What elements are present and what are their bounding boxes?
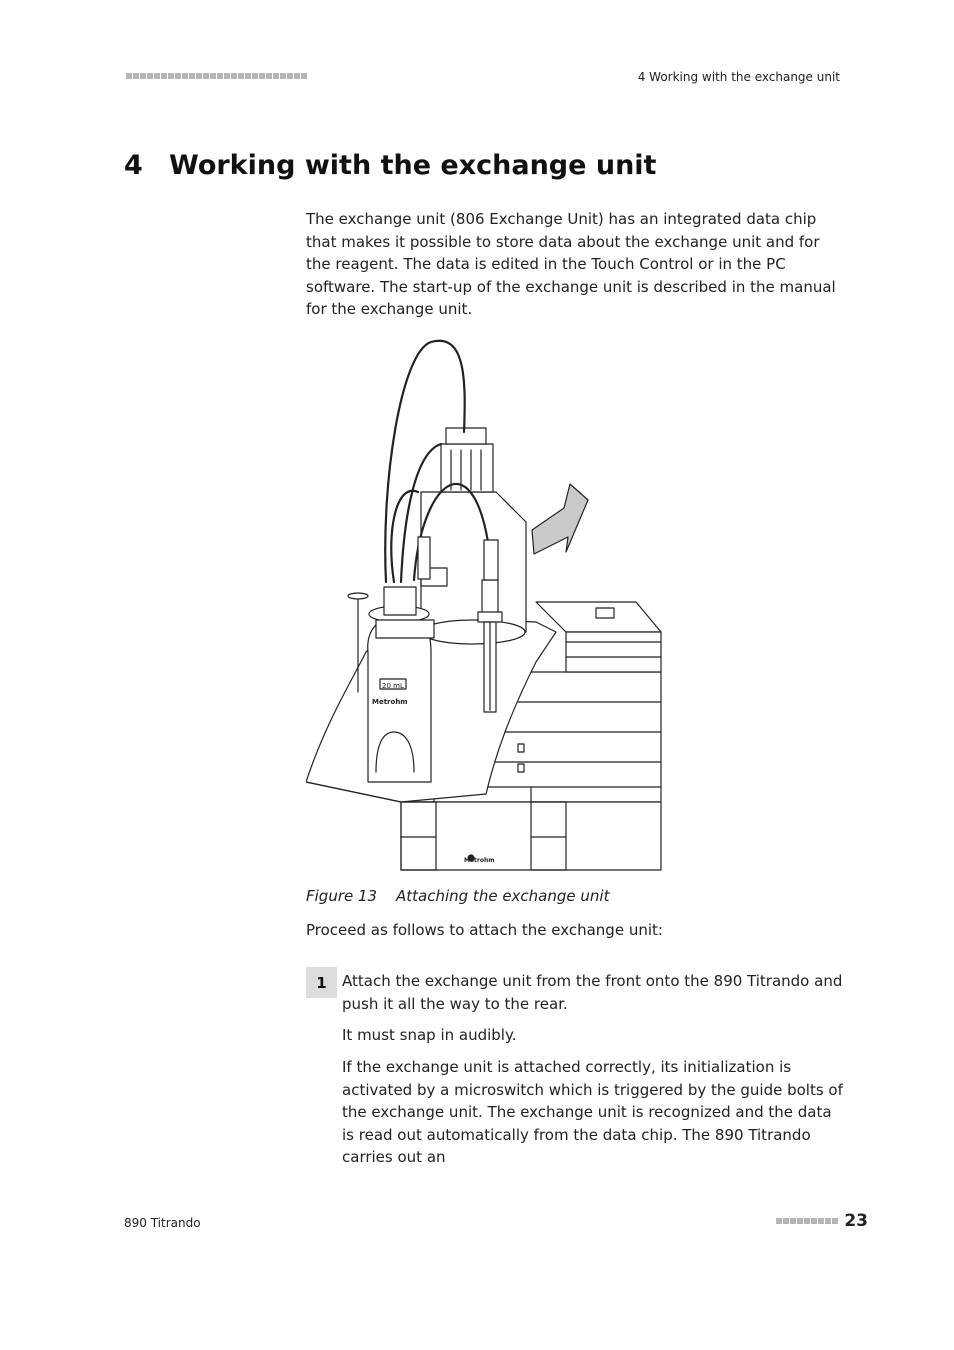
footer-page <box>776 1211 868 1231</box>
page-number: 23 <box>844 1211 868 1231</box>
chapter-title <box>124 150 656 181</box>
figure-caption <box>306 887 609 905</box>
direction-arrow-icon <box>532 484 588 554</box>
footer-decor-squares <box>776 1218 838 1224</box>
step-number-badge: 1 <box>306 967 337 998</box>
footer-product-name: 890 Titrando <box>124 1216 201 1230</box>
buret-brand-label: Metrohm <box>372 698 408 706</box>
running-head: 4 Working with the exchange unit <box>637 70 840 84</box>
figure-exchange-unit <box>306 332 668 880</box>
step-1-detail: If the exchange unit is attached correctly, its initialization is activated by a microswitch which is triggered by the guide bolts of the exchange unit. The exchange unit is recognized and the data is read out automatically from the data chip. The 890 Titrando carries out an <box>342 1058 843 1166</box>
buret-volume-label: 20 mL <box>382 682 404 690</box>
figure-caption-text: Attaching the exchange unit <box>396 887 610 905</box>
step-1-text: Attach the exchange unit from the front onto the 890 Titrando and push it all the way to the rear. <box>342 972 843 1013</box>
figure-label: Figure 13 <box>306 887 378 905</box>
intro-paragraph: The exchange unit (806 Exchange Unit) has an integrated data chip that makes it possible to store data about the exchange unit and for the reagent. The data is edited in the Touch Control or in the PC software. The start-up of the exchange unit is described in the manual for the exchange unit. <box>306 210 836 318</box>
step-1-note: It must snap in audibly. <box>342 1026 517 1044</box>
titrando-brand-label: Metrohm <box>464 857 495 864</box>
reagent-bottle <box>421 428 526 644</box>
procedure-intro: Proceed as follows to attach the exchange unit: <box>306 921 663 939</box>
chapter-title-text: Working with the exchange unit <box>169 150 657 181</box>
header-decor-squares <box>126 73 307 79</box>
chapter-number: 4 <box>124 150 143 181</box>
